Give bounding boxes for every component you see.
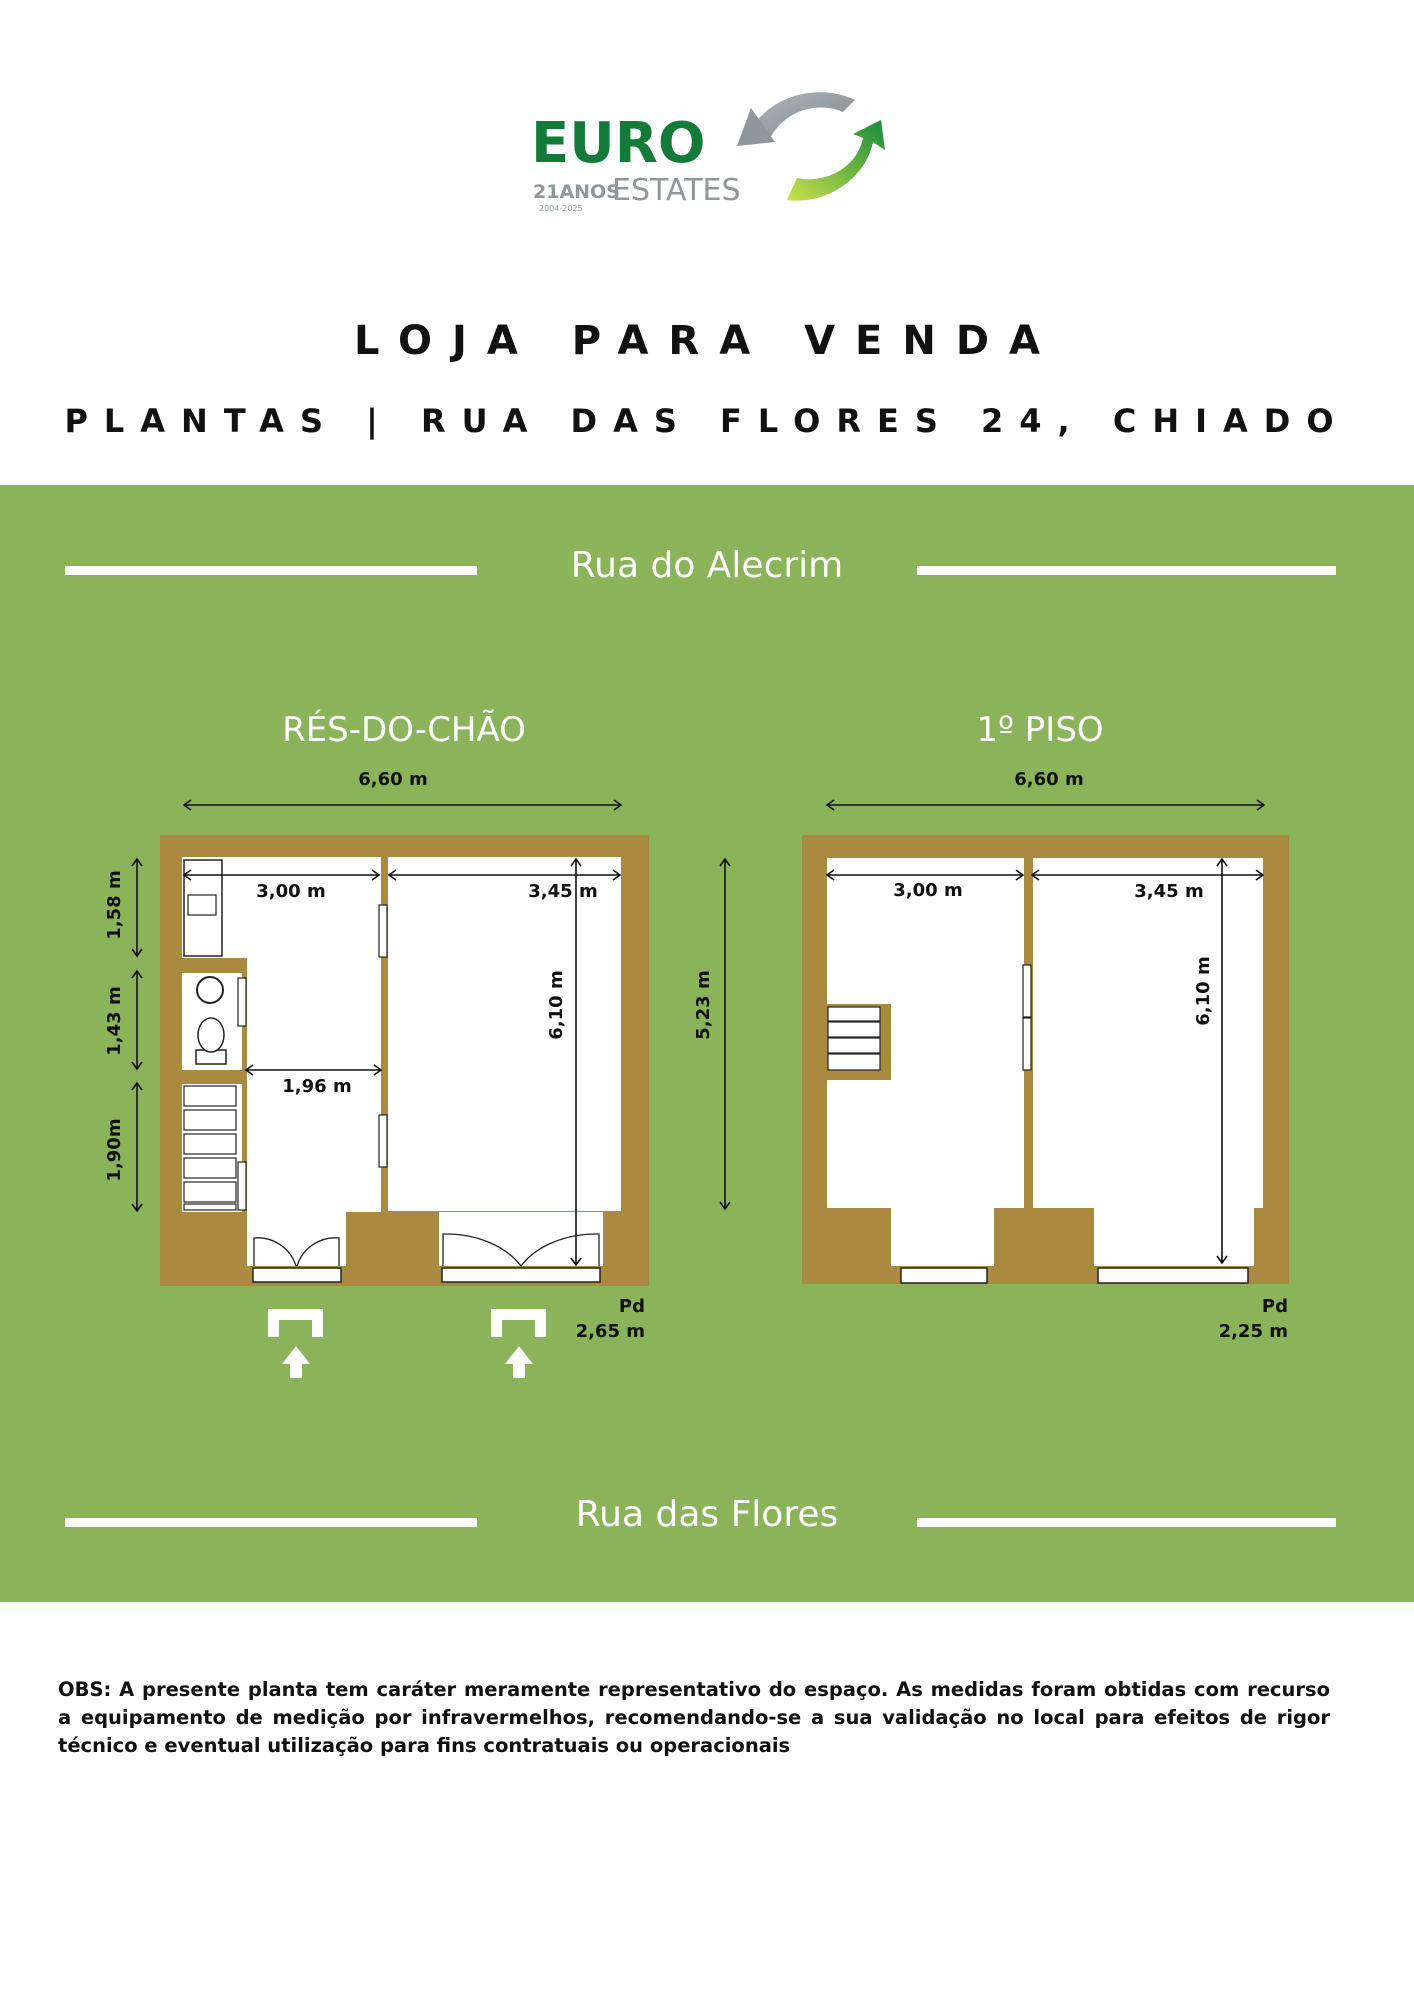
logo-euro-text: EURO [531, 111, 706, 176]
street-label-bottom: Rua das Flores [575, 1494, 839, 1535]
ground-floor-plan [104, 709, 649, 1378]
ground-seg1-label: 1,58 m [104, 870, 125, 940]
logo-estates-text: ESTATES [612, 173, 741, 208]
first-window-right [1094, 1208, 1254, 1266]
logo-years-text: 2004-2025 [539, 204, 583, 213]
page-title: LOJA PARA VENDA [353, 318, 1061, 364]
street-line-bottom-left [65, 1518, 477, 1527]
ground-width-label: 6,60 m [358, 769, 428, 790]
first-depth-label: 6,10 m [1193, 956, 1214, 1026]
kitchen-sink-icon [188, 895, 216, 915]
first-left-room-width-label: 3,00 m [893, 880, 963, 901]
first-stairs [828, 1007, 880, 1070]
first-pd-value: 2,25 m [1218, 1321, 1288, 1342]
logo-anniversary-text: 21ANOS [533, 181, 620, 203]
ground-entrance-right [439, 1212, 603, 1266]
disclaimer-note: OBS: A presente planta tem caráter meramente representativo do espaço. As medidas foram obtidas com recurso a equipamento de medição por infravermelhos, recomendando-se a sua validação no local para efeitos de rigor técnico e eventual utilização para fins contratuais ou operacionais [58, 1678, 1330, 1757]
ground-right-room-width-label: 3,45 m [528, 881, 598, 902]
ground-left-room-width-label: 3,00 m [256, 881, 326, 902]
first-room-right [1033, 858, 1263, 1208]
first-width-label: 6,60 m [1014, 769, 1084, 790]
street-line-top-left [65, 566, 477, 575]
first-window-left [891, 1208, 994, 1266]
ground-depth-label: 6,10 m [546, 970, 567, 1040]
ground-seg3-label: 1,90m [104, 1118, 125, 1182]
toilet-icon [198, 1018, 224, 1052]
washbasin-icon [197, 977, 223, 1003]
ground-pd-value: 2,65 m [575, 1321, 645, 1342]
street-line-top-right [917, 566, 1336, 575]
first-interior-doors [1023, 965, 1031, 1070]
page-subtitle: PLANTAS | RUA DAS FLORES 24, CHIADO [64, 402, 1350, 440]
ground-room-main [388, 857, 621, 1211]
storage-shelves [184, 1086, 236, 1210]
ground-pd-label: Pd [618, 1296, 645, 1317]
ground-floor-title: RÉS-DO-CHÃO [282, 710, 526, 750]
entrance-arrow-icon [268, 1309, 546, 1378]
first-floor-plan [693, 710, 1289, 1342]
street-line-bottom-right [917, 1518, 1336, 1527]
first-right-room-width-label: 3,45 m [1134, 881, 1204, 902]
ground-corridor-width-label: 1,96 m [282, 1076, 352, 1097]
first-floor-title: 1º PISO [976, 710, 1104, 750]
street-label-top: Rua do Alecrim [570, 545, 844, 586]
first-pd-label: Pd [1261, 1296, 1288, 1317]
ground-seg2-label: 1,43 m [104, 986, 125, 1056]
first-total-depth-label: 5,23 m [693, 970, 714, 1040]
ground-entrance-left [247, 1212, 346, 1266]
